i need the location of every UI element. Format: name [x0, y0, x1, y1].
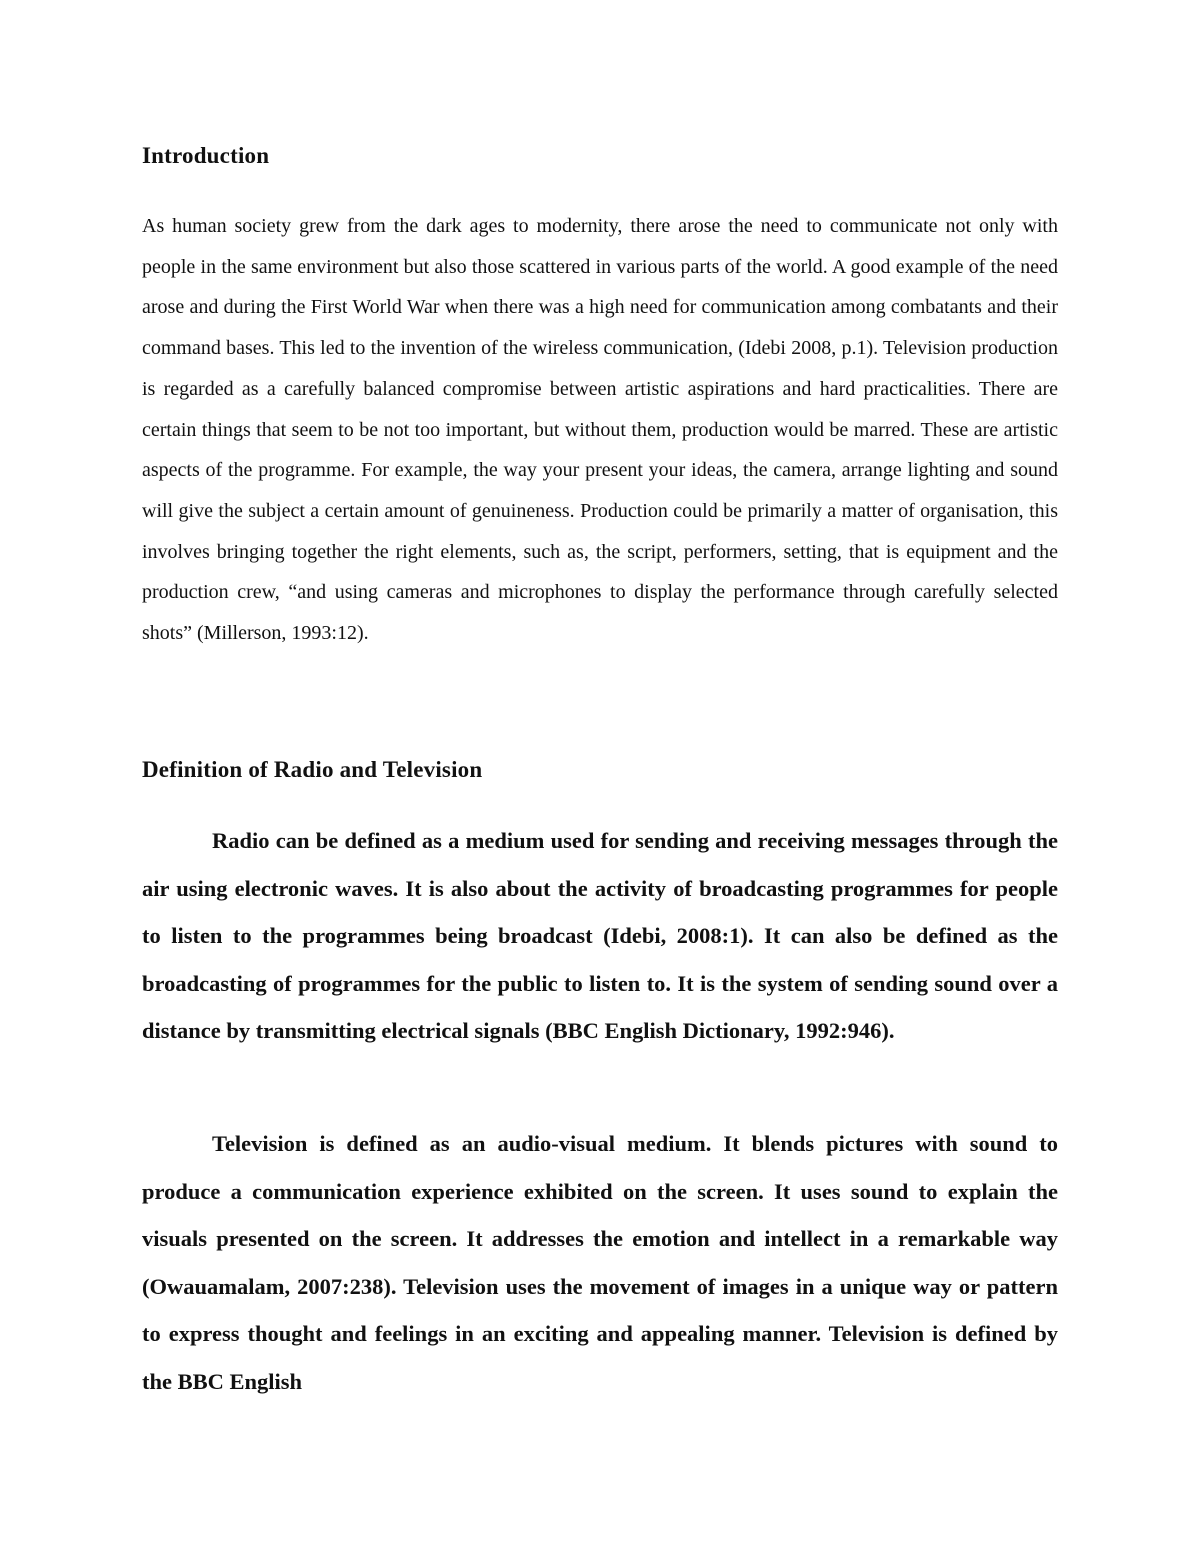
radio-definition-paragraph: Radio can be defined as a medium used for sending and receiving messages through the air using electronic waves. It is also about the activity of broadcasting programmes for people to listen to the programmes being broadcast (Idebi, 2008:1). It can also be defined as the broadcasting of programmes for the public to listen to. It is the system of sending sound over a distance by transmitting electrical signals (BBC English Dictionary, 1992:946).	[142, 828, 1058, 1044]
section-heading-definition: Definition of Radio and Television	[142, 757, 483, 782]
introduction-paragraph: As human society grew from the dark ages to modernity, there arose the need to communicate not only with people in the same environment but also those scattered in various parts of the world. A good example of the need arose and during the First World War when there was a high need for communication among combatants and their command bases. This led to the invention of the wireless communication, (Idebi 2008, p.1). Television production is regarded as a carefully balanced compromise between artistic aspirations and hard practicalities. There are certain things that seem to be not too important, but without them, production would be marred. These are artistic aspects of the programme. For example, the way your present your ideas, the camera, arrange lighting and sound will give the subject a certain amount of genuineness. Production could be primarily a matter of organisation, this involves bringing together the right elements, such as, the script, performers, setting, that is equipment and the production crew, “and using cameras and microphones to display the performance through carefully selected shots” (Millerson, 1993:12).	[142, 215, 1058, 645]
television-definition-paragraph: Television is defined as an audio-visual medium. It blends pictures with sound to produce a communication experience exhibited on the screen. It uses sound to explain the visuals presented on the screen. It addresses the emotion and intellect in a remarkable way (Owauamalam, 2007:238). Television uses the movement of images in a unique way or pattern to express thought and feelings in an exciting and appealing manner. Television is defined by the BBC English	[142, 1131, 1058, 1394]
section-heading-introduction: Introduction	[142, 143, 270, 168]
